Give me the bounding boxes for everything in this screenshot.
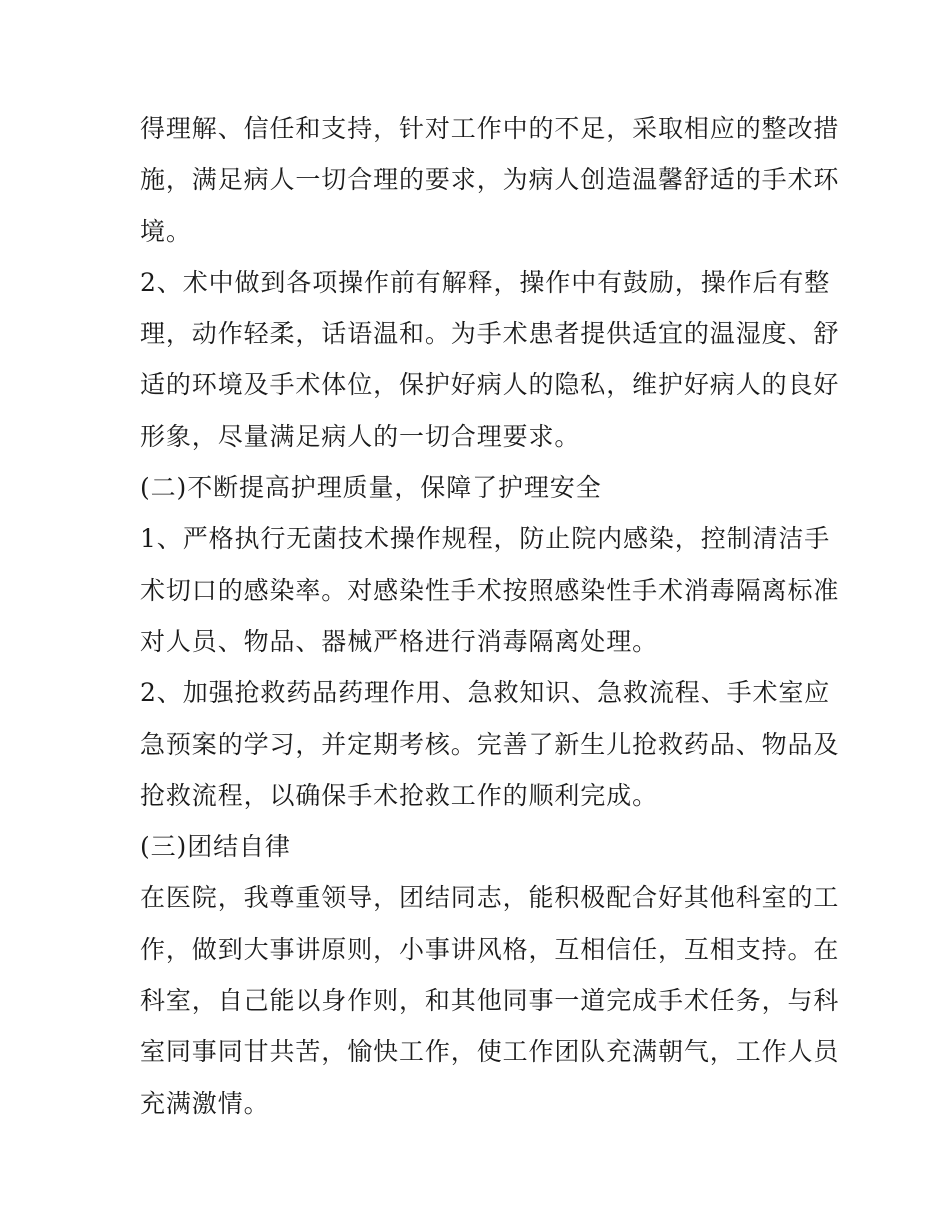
text-line: 对人员、物品、器械严格进行消毒隔离处理。 [140,626,659,656]
text-line: 术切口的感染率。对感染性手术按照感染性手术消毒隔离标准 [140,575,840,605]
text-line: 得理解、信任和支持，针对工作中的不足，采取相应的整改措 [140,114,840,143]
text-line: 适的环境及手术体位，保护好病人的隐私，维护好病人的良好 [140,370,840,400]
text-line: 形象，尽量满足病人的一切合理要求。 [140,421,581,451]
text-line: 1、严格执行无菌技术操作规程，防止院内感染，控制清洁手 [140,524,831,554]
text-line: 在医院，我尊重领导，团结同志，能积极配合好其他科室的工 [140,883,840,913]
text-line: 境。 [140,216,192,246]
text-line: 作，做到大事讲原则，小事讲风格，互相信任，互相支持。在 [140,934,840,964]
text-line: 理，动作轻柔，话语温和。为手术患者提供适宜的温湿度、舒 [140,319,840,349]
text-line: 室同事同甘共苦，愉快工作，使工作团队充满朝气，工作人员 [140,1037,840,1067]
text-line: 2、加强抢救药品药理作用、急救知识、急救流程、手术室应 [140,678,831,708]
text-line: 充满激情。 [140,1088,270,1118]
text-line: 2、术中做到各项操作前有解释，操作中有鼓励，操作后有整 [140,267,831,297]
text-line: 施，满足病人一切合理的要求，为病人创造温馨舒适的手术环 [140,165,840,195]
text-line: 抢救流程，以确保手术抢救工作的顺利完成。 [140,780,659,810]
section-heading: (二)不断提高护理质量，保障了护理安全 [140,473,602,503]
document-body [140,103,840,1129]
section-heading: (三)团结自律 [140,832,291,862]
text-line: 科室，自己能以身作则，和其他同事一道完成手术任务，与科 [140,986,840,1016]
text-line: 急预案的学习，并定期考核。完善了新生儿抢救药品、物品及 [140,729,840,759]
